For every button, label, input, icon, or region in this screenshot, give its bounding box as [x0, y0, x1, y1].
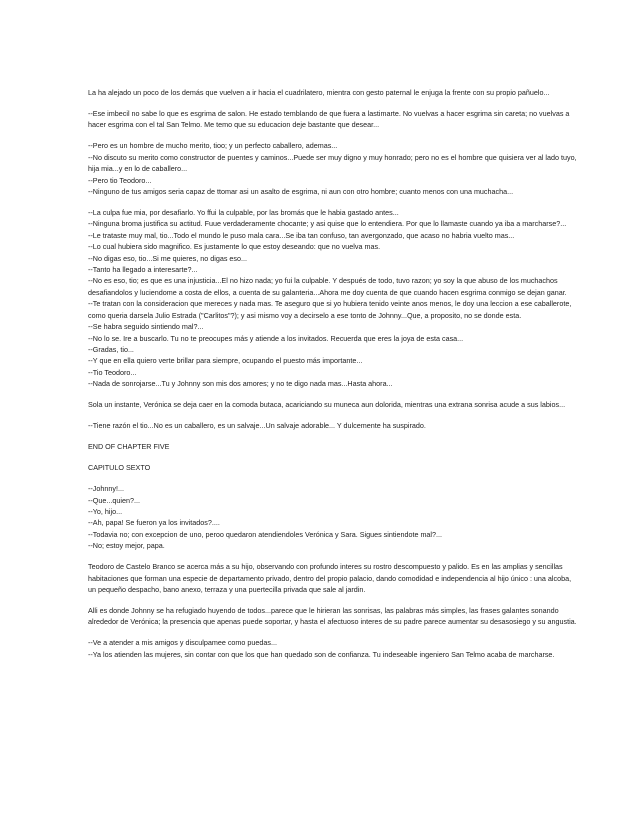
paragraph-gap — [88, 453, 580, 463]
dialogue-line: --Johnny!... — [88, 484, 124, 494]
dialogue-line: --Ah, papa! Se fueron ya los invitados?.... — [88, 518, 220, 528]
dialogue-line: --Ve a atender a mis amigos y disculpamee como puedas... — [88, 638, 277, 648]
paragraph-gap — [88, 432, 580, 442]
dialogue-line: --Ninguno de tus amigos seria capaz de ttomar asi un asalto de esgrima, ni aun con otro hombre; cuanto menos con una muchacha... — [88, 187, 514, 197]
dialogue-line: --Tio Teodoro... — [88, 367, 137, 377]
dialogue-line: --Pero es un hombre de mucho merito, tioo; y un perfecto caballero, ademas... — [88, 141, 338, 151]
dialogue-line: --No; estoy mejor, papa. — [88, 541, 165, 551]
dialogue-line: --Le trataste muy mal, tio...Todo el mundo le puso mala cara...Se iba tan confuso, tan avergonzado, que acaso no habria vuelto mas... — [88, 230, 515, 240]
dialogue-line: --No digas eso, tio...Si me quieres, no digas eso... — [88, 253, 248, 263]
paragraph-gap — [88, 474, 580, 484]
dialogue-line: --Se habra seguido sintiendo mal?... — [88, 322, 204, 332]
dialogue-line: --La culpa fue mia, por desafiarlo. Yo ffui la culpable, por las bromás que le habia gastado antes... — [88, 208, 399, 218]
dialogue-line: --Gradas, tio... — [88, 344, 134, 354]
paragraph-gap — [88, 628, 580, 638]
paragraph-gap — [88, 197, 580, 207]
dialogue-line: --Ya los atienden las mujeres, sin contar con que los que han quedado son de confianza. Tu indeseable ingeniero San Telmo acaba de marcharse. — [88, 649, 555, 659]
dialogue-line: --Te tratan con la consideracion que mereces y nada mas. Te aseguro que si yo hubiera tenido veinte anos menos, le doy una leccion a ese caballerote, como queria darsela Julio Estrada ("Carlitos"?); y asi mismo voy a decirselo a ese tonto de Johnny...Que, a proposito, no se donde esta. — [88, 299, 572, 320]
dialogue-line: --Y que en ella quiero verte brillar para siempre, ocupando el puesto más importante... — [88, 356, 363, 366]
document-page — [88, 87, 580, 660]
dialogue-line: --Lo cual hubiera sido magnifico. Es justamente lo que estoy deseando: que no vuelva mas. — [88, 242, 381, 252]
dialogue-line: --No lo se. Ire a buscarlo. Tu no te preocupes más y atiende a los invitados. Recuerda que eres la joya de esta casa... — [88, 333, 464, 343]
paragraph-gap — [88, 131, 580, 141]
paragraph: La ha alejado un poco de los demás que vuelven a ir hacia el cuadrilatero, mientra con gesto paternal le enjuga la frente con su propio pañuelo... — [88, 88, 550, 97]
dialogue-line: --No es eso, tio; es que es una injusticia...El no hizo nada; yo fui la culpable. Y después de todo, tuvo razon; yo soy la que abuso de los muchachos desafiandolos y luciendome a costa de ellos, a cuenta de su galanteria...Ahora me doy cuenta de que cuando hacen esgrima conmigo se dejan ganar. — [88, 276, 567, 297]
paragraph: Teodoro de Castelo Branco se acerca más a su hijo, observando con profundo interes su rostro descompuesto y palido. Es en las amplias y sencillas habitaciones que forman una especie de departamento privado, dentro del propio palacio, dando comodidad e independencia al hijo único : una alcoba, un pequeño despacho, bano anexo, terraza y una puertecilla privada que sale al jardin. — [88, 562, 572, 594]
paragraph: Sola un instante, Verónica se deja caer en la comoda butaca, acariciando su muneca aun dolorida, mientras una extrana sonrisa acude a sus labios... — [88, 400, 566, 410]
paragraph-gap — [88, 552, 580, 562]
paragraph: --Ese imbecil no sabe lo que es esgrima de salon. He estado temblando de que fuera a lastimarte. No vuelvas a hacer esgrima sin careta; no vuelvas a hacer esgrima con el tal San Telmo. Me temo que su educacion deje bastante que desear... — [88, 109, 570, 130]
chapter-end-heading: END OF CHAPTER FIVE — [88, 442, 170, 452]
dialogue-line: --Tanto ha llegado a interesarte?... — [88, 265, 198, 275]
dialogue-line: --Nada de sonrojarse...Tu y Johnny son mis dos amores; y no te digo nada mas...Hasta ahora... — [88, 379, 393, 389]
dialogue-line: --Que...quien?... — [88, 495, 140, 505]
paragraph: Alli es donde Johnny se ha refugiado huyendo de todos...parece que le hirieran las sonrisas, las palabras más simples, las frases galantes sonando alrededor de Verónica; la presencia que apenas puede soportar, y hasta el afectuoso interes de su padre parece aumentar su desasosiego y su angustia. — [88, 605, 577, 627]
paragraph-gap — [88, 98, 580, 108]
dialogue-line: --Pero tio Teodoro... — [88, 175, 152, 185]
dialogue-line: --Todavia no; con excepcion de uno, peroo quedaron atendiendoles Verónica y Sara. Sigues sintiendote mal?... — [88, 529, 443, 539]
paragraph: --Tiene razón el tio...No es un caballero, es un salvaje...Un salvaje adorable... Y dulcemente ha suspirado. — [88, 421, 426, 431]
chapter-heading: CAPITULO SEXTO — [88, 463, 151, 473]
dialogue-line: --Yo, hijo... — [88, 506, 123, 516]
dialogue-line: --No discuto su merito como constructor de puentes y caminos...Puede ser muy digno y muy honrado; pero no es el hombre que quisiera ver al lado tuyo, hija mia...y en lo de caballero... — [88, 152, 577, 174]
paragraph-gap — [88, 411, 580, 421]
paragraph-gap — [88, 390, 580, 400]
dialogue-line: --Ninguna broma justifica su actitud. Fuue verdaderamente chocante; y asi quise que lo entendiera. Por que lo llamaste cuando ya iba a marcharse?... — [88, 219, 567, 229]
paragraph-gap — [88, 595, 580, 605]
